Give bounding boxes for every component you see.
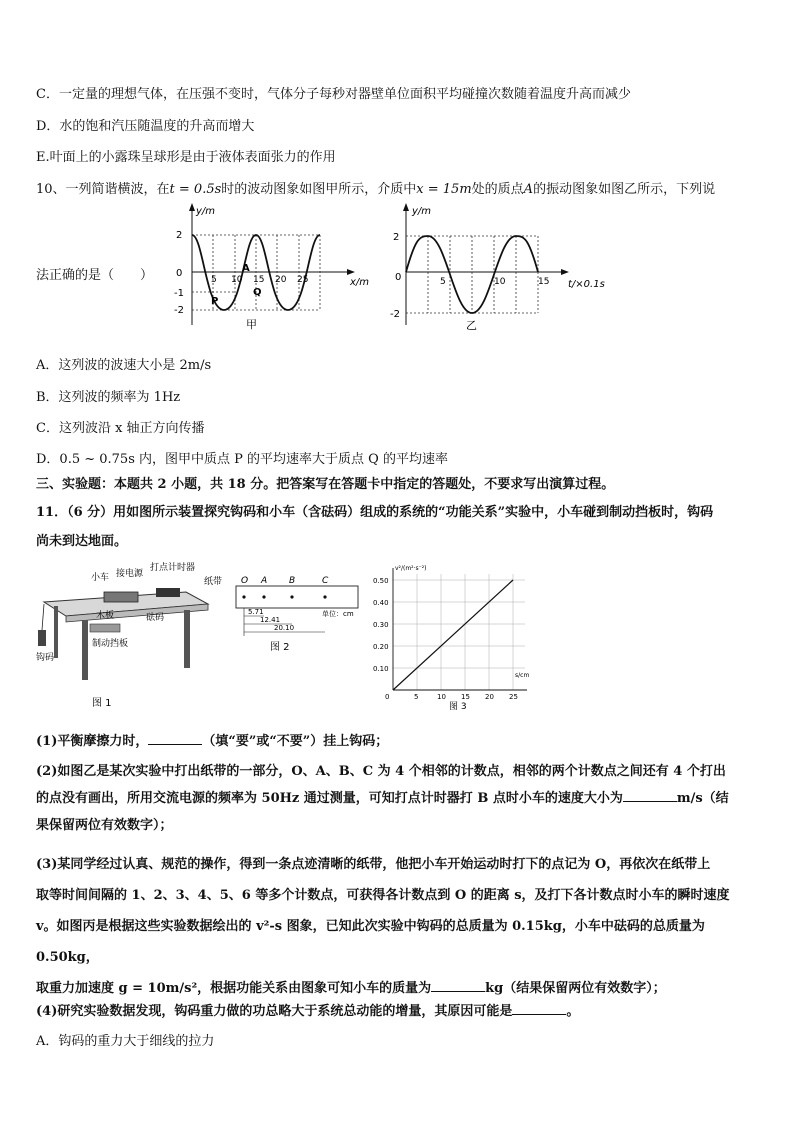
jia-xtick: 20 [275, 275, 287, 285]
tape-dist-oa: 5.71 [248, 608, 264, 616]
point-a-label: A [242, 263, 250, 274]
fig3-xlabel: s/cm [515, 672, 530, 679]
tape-point-b: B [289, 576, 296, 586]
q10-stem-cont: 法正确的是（ ） [36, 268, 154, 283]
jia-xtick: 10 [231, 275, 243, 285]
fig3-ytick: 0.20 [373, 643, 389, 651]
fig3-ytick: 0.40 [373, 599, 389, 607]
point-p-label: P [211, 296, 219, 307]
figure-3-caption: 图 3 [449, 702, 467, 710]
q11-stem-line2: 尚未到达地面。 [36, 534, 128, 549]
fig3-ytick: 0.50 [373, 577, 389, 585]
answer-blank[interactable] [512, 1002, 566, 1015]
label-board: 木板 [96, 611, 115, 621]
option-c-line: C．一定量的理想气体，在压强不变时，气体分子每秒对器壁单位面积平均碰撞次数随着温度升高而减少 [36, 87, 631, 102]
yi-xlabel: t/×0.1s [568, 279, 605, 290]
q11-part2: (2)如图乙是某次实验中打出纸带的一部分，O、A、B、C 为 4 个相邻的计数点，相邻的两个计数点之间还有 4 个打出 的点没有画出，所用交流电源的频率为 50Hz 通过测量，可知打点计时器打 B 点时小车的速度大小为 m/s（结 果保留两位有效数字）； [36, 764, 729, 833]
tape-dist-ob: 12.41 [260, 616, 281, 624]
figure-1-caption: 图 1 [92, 698, 112, 709]
answer-blank[interactable] [148, 732, 202, 745]
tape-point-o: O [241, 576, 249, 586]
tape-dist-oc: 20.10 [274, 624, 295, 632]
q10-option-a: A．这列波的波速大小是 2m/s [36, 358, 212, 373]
yi-xtick: 15 [538, 277, 550, 287]
tape-point-c: C [322, 576, 329, 586]
jia-ytick: 2 [176, 230, 183, 241]
fig3-xtick: 10 [437, 693, 446, 701]
jia-ytick: 0 [176, 268, 183, 279]
q10-option-c: C．这列波沿 x 轴正方向传播 [36, 421, 205, 436]
jia-ytick: -1 [174, 288, 184, 299]
jia-caption: 甲 [246, 318, 257, 331]
option-e-line: E.叶面上的小露珠呈球形是由于液体表面张力的作用 [36, 150, 336, 165]
yi-xtick: 10 [494, 277, 506, 287]
jia-xtick: 15 [253, 275, 265, 285]
fig3-xtick: 5 [414, 693, 419, 701]
fig3-xtick: 25 [509, 693, 518, 701]
q10-stem: 10、一列简谐横波，在t = 0.5s时的波动图象如图甲所示，介质中x = 15m处的质点A的振动图象如图乙所示，下列说 [36, 182, 716, 197]
figure-2-tape [232, 574, 362, 656]
jia-xtick: 5 [211, 275, 217, 285]
q11-part3: (3)某同学经过认真、规范的操作，得到一条点迹清晰的纸带，他把小车开始运动时打下的点记为 O，再依次在纸带上 取等时间间隔的 1、2、3、4、5、6 等多个计数点，可获得各计数点到 O 的距离 s，及打下各计数点时小车的瞬时速度 v。如图丙是根据这些实验数据绘出的 v²-s 图象，已知此次实验中钩码的总质量为 0.15kg，小车中砝码的总质量为 0.50kg， 取重力加速度 g = 10m/s²，根据功能关系由图象可知小车的质量为 kg（结果保留两位有效数字）； [36, 857, 730, 996]
fig3-ytick: 0.10 [373, 665, 389, 673]
yi-xtick: 5 [440, 277, 446, 287]
label-stop: 制动挡板 [92, 639, 129, 649]
label-power: 接电源 [116, 569, 144, 579]
wave-graph-jia [160, 200, 375, 335]
point-q-label: Q [253, 287, 262, 298]
section-3-heading: 三、实验题：本题共 2 小题，共 18 分。把答案写在答题卡中指定的答题处，不要求写出演算过程。 [36, 477, 615, 492]
label-hook: 钩码 [36, 653, 55, 663]
jia-ylabel: y/m [196, 206, 216, 217]
label-weight: 砝码 [146, 613, 165, 623]
tape-unit: 单位：cm [322, 610, 354, 618]
fig3-ytick: 0.30 [373, 621, 389, 629]
v2-s-line [393, 580, 513, 690]
yi-ytick: 0 [395, 272, 402, 283]
q10-option-d: D．0.5 ~ 0.75s 内，图甲中质点 P 的平均速率大于质点 Q 的平均速率 [36, 452, 448, 467]
yi-ylabel: y/m [412, 206, 432, 217]
option-d-line: D．水的饱和汽压随温度的升高而增大 [36, 119, 255, 134]
jia-ytick: -2 [174, 305, 184, 316]
q11-part1: (1)平衡摩擦力时， （填“要”或“不要”）挂上钩码； [36, 734, 389, 749]
yi-ytick: -2 [390, 309, 400, 320]
figure-2-caption: 图 2 [270, 642, 290, 653]
fig3-xtick: 15 [461, 693, 470, 701]
q10-option-b: B．这列波的频率为 1Hz [36, 390, 181, 405]
figure-1-apparatus [36, 562, 231, 712]
answer-blank[interactable] [623, 789, 677, 802]
jia-xlabel: x/m [350, 277, 370, 288]
label-car: 小车 [91, 573, 110, 583]
yi-ytick: 2 [393, 232, 400, 243]
q11-option-a: A．钩码的重力大于细线的拉力 [36, 1034, 215, 1049]
label-timer: 打点计时器 [150, 563, 196, 573]
tape-point-a: A [261, 576, 268, 586]
fig3-xtick: 20 [485, 693, 494, 701]
vibration-graph-yi [388, 200, 628, 335]
jia-xtick: 25 [297, 275, 309, 285]
yi-caption: 乙 [466, 319, 477, 332]
figure-3-graph [365, 562, 555, 710]
fig3-ylabel: v²/(m²·s⁻²) [395, 565, 427, 572]
q11-part4: (4)研究实验数据发现，钩码重力做的功总略大于系统总动能的增量，其原因可能是 。 [36, 1004, 580, 1019]
answer-blank[interactable] [431, 979, 485, 992]
fig3-ytick: 0 [385, 693, 390, 701]
label-tape: 纸带 [204, 577, 223, 587]
q11-stem-line1: 11．（6 分）用如图所示装置探究钩码和小车（含砝码）组成的系统的“功能关系”实验中，小车碰到制动挡板时，钩码 [36, 505, 714, 520]
